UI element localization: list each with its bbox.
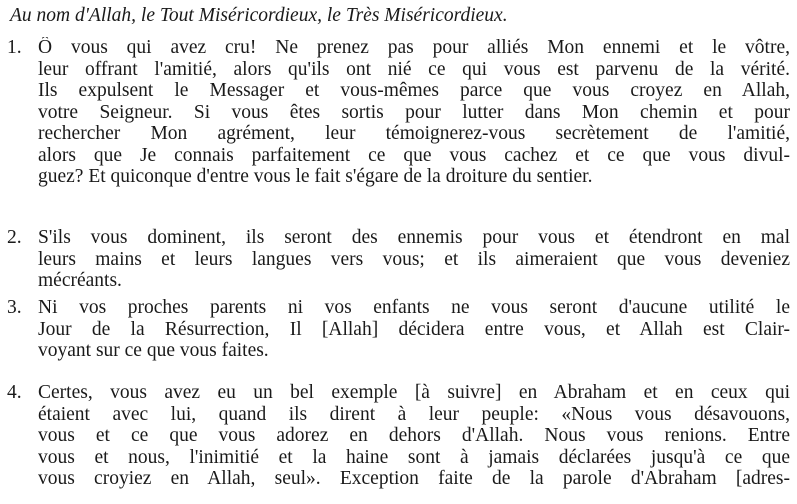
verse-line: Certes, vous avez eu un bel exemple [à suivre] en Abraham et en ceux qui (38, 382, 790, 403)
verse-line: votre Seigneur. Si vous êtes sortis pour lutter dans Mon chemin et pour (38, 101, 790, 123)
verse-line: Ils expulsent le Messager et vous-mêmes parce que vous croyez en Allah, (38, 80, 790, 101)
verse-line: Ni vos proches parents ni vos enfants ne vous seront d'aucune utilité le (38, 297, 790, 318)
verse-line: vous croyiez en Allah, seul». Exception faite de la parole d'Abraham [adres- (38, 468, 790, 489)
verse-line: Ô vous qui avez cru! Ne prenez pas pour alliés Mon ennemi et le vôtre, (38, 37, 790, 58)
verse-line: Jour de la Résurrection, Il [Allah] décidera entre vous, et Allah est Clair- (38, 318, 790, 340)
verse-line: leur offrant l'amitié, alors qu'ils ont nié ce qui vous est parvenu de la vérité. (38, 58, 790, 80)
verse-text (38, 382, 790, 490)
verse-line: guez? Et quiconque d'entre vous le fait s'égare de la droiture du sentier. (38, 166, 593, 187)
verse-line: voyant sur ce que vous faites. (38, 340, 269, 361)
verse-line: vous et ce que vous adorez en dehors d'Allah. Nous vous renions. Entre (38, 425, 790, 446)
verse-line: vous et nous, l'inimitié et la haine sont à jamais déclarées jusqu'à ce que (38, 446, 790, 468)
verse-number: 3. (7, 297, 22, 318)
verse-line: étaient avec lui, quand ils dirent à leur peuple: «Nous vous désavouons, (38, 403, 790, 425)
verse-number: 1. (7, 37, 22, 58)
verse-line: mécréants. (38, 270, 122, 291)
verse-line: alors que Je connais parfaitement ce que vous cachez et ce que vous divul- (38, 144, 790, 166)
verse-number: 4. (7, 382, 22, 403)
verse-line: leurs mains et leurs langues vers vous; et ils aimeraient que vous deveniez (38, 248, 790, 270)
verse-number: 2. (7, 227, 22, 248)
verse-text (38, 297, 790, 362)
verse-text (38, 227, 790, 292)
verse-text (38, 37, 790, 188)
verse-line: S'ils vous dominent, ils seront des ennemis pour vous et étendront en mal (38, 227, 790, 248)
basmala-heading: Au nom d'Allah, le Tout Miséricordieux, le Très Miséricordieux. (10, 5, 508, 26)
verse-line: rechercher Mon agrément, leur témoignerez-vous secrètement de l'amitié, (38, 123, 790, 144)
